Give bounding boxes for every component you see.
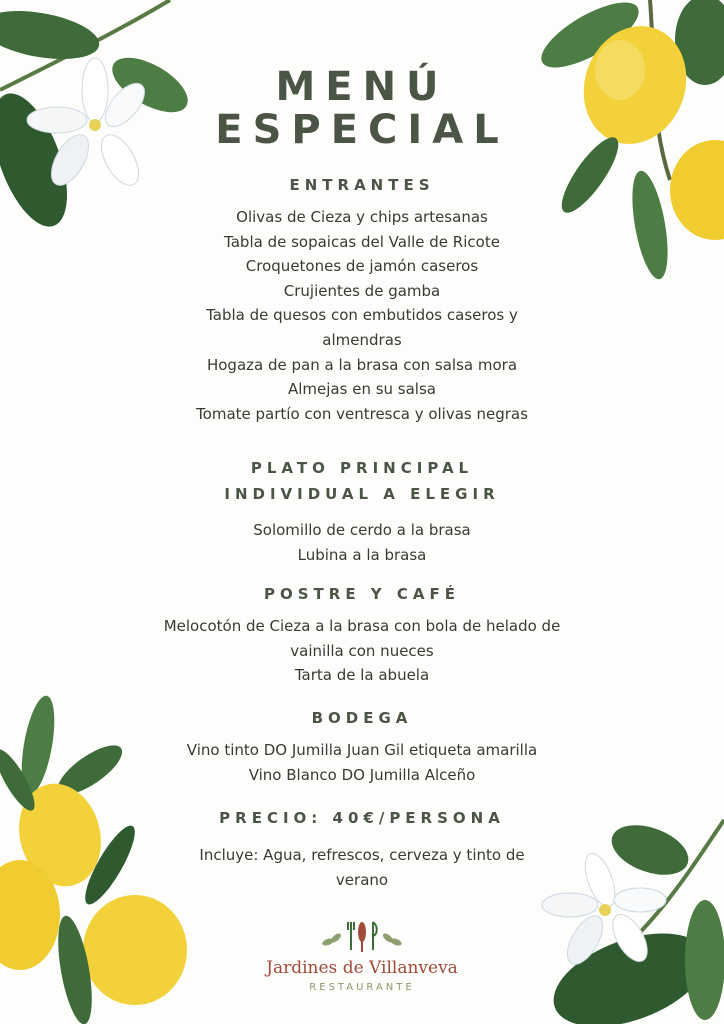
menu-title-line1: MENÚ bbox=[275, 64, 449, 110]
list-item: Lubina a la brasa bbox=[297, 545, 427, 564]
list-item: verano bbox=[335, 870, 389, 889]
list-item: Tomate partío con ventresca y olivas negras bbox=[196, 404, 528, 423]
entrantes-list bbox=[0, 205, 724, 426]
bodega-list bbox=[0, 738, 724, 787]
list-item: Tabla de sopaicas del Valle de Ricote bbox=[224, 232, 500, 251]
list-item: Incluye: Agua, refrescos, cerveza y tinto de bbox=[199, 846, 525, 864]
list-item: Tarta de la abuela bbox=[294, 666, 430, 685]
list-item: Vino tinto DO Jumilla Juan Gil etiqueta amarilla bbox=[186, 741, 538, 759]
list-item: Melocotón de Cieza a la brasa con bola de helado de bbox=[163, 617, 561, 635]
entrantes-heading: ENTRANTES bbox=[289, 176, 435, 194]
restaurant-subtitle: RESTAURANTE bbox=[309, 982, 415, 993]
list-item: Hogaza de pan a la brasa con salsa mora bbox=[206, 355, 518, 374]
list-item: Tabla de quesos con embutidos caseros y bbox=[206, 306, 518, 325]
precio-heading: PRECIO: 40€/PERSONA bbox=[219, 809, 505, 827]
restaurant-logo-icon bbox=[318, 918, 406, 954]
precio-list bbox=[0, 843, 724, 892]
postre-list bbox=[0, 614, 724, 688]
menu-title-line2: ESPECIAL bbox=[215, 107, 509, 153]
principal-heading-line2: INDIVIDUAL A ELEGIR bbox=[224, 485, 500, 503]
list-item: Almejas en su salsa bbox=[288, 380, 436, 399]
principal-heading-line1: PLATO PRINCIPAL bbox=[250, 459, 474, 477]
list-item: Olivas de Cieza y chips artesanas bbox=[236, 208, 488, 226]
list-item: Crujientes de gamba bbox=[283, 281, 441, 300]
principal-list bbox=[0, 518, 724, 567]
list-item: vainilla con nueces bbox=[290, 641, 434, 660]
postre-heading: POSTRE Y CAFÉ bbox=[264, 585, 460, 603]
list-item: Vino Blanco DO Jumilla Alceño bbox=[248, 765, 476, 784]
list-item: Solomillo de cerdo a la brasa bbox=[253, 521, 471, 539]
list-item: almendras bbox=[322, 330, 402, 349]
list-item: Croquetones de jamón caseros bbox=[245, 257, 479, 276]
bodega-heading: BODEGA bbox=[311, 709, 413, 727]
restaurant-name: Jardines de Villanveva bbox=[266, 958, 458, 978]
